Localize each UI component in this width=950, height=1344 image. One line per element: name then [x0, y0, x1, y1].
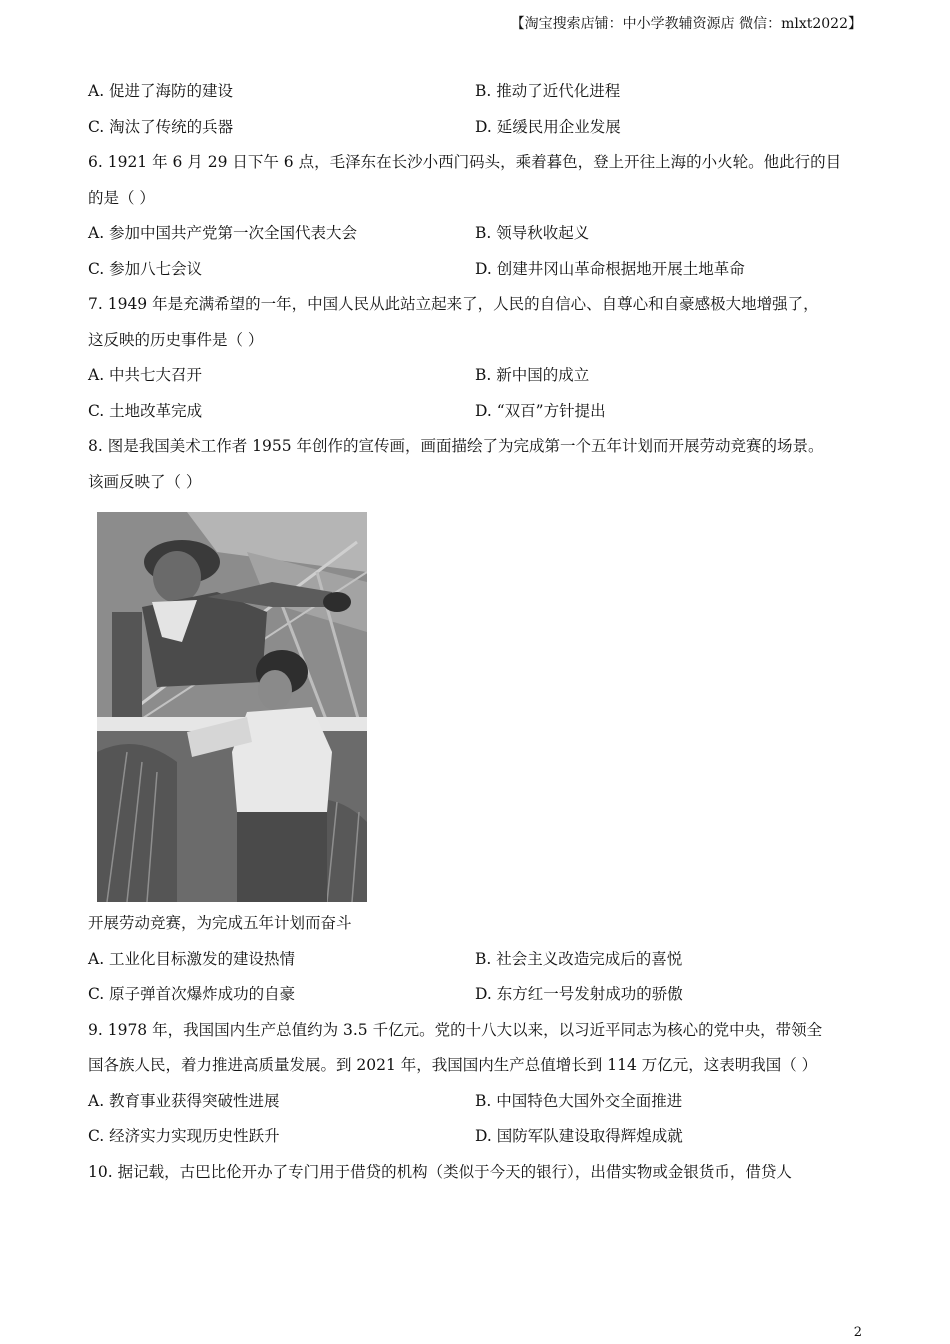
q8-options-row-1 — [88, 946, 868, 982]
q6-options-row-1 — [88, 220, 868, 256]
q6-option-c: C. 参加八七会议 — [88, 259, 203, 278]
q5-option-c: C. 淘汰了传统的兵器 — [88, 117, 234, 136]
q9-option-a: A. 教育事业获得突破性进展 — [88, 1091, 280, 1110]
q9-options-row-2 — [88, 1123, 868, 1159]
page-header: 【淘宝搜索店铺：中小学教辅资源店 微信：mlxt2022】 — [510, 16, 862, 32]
q8-option-b: B. 社会主义改造完成后的喜悦 — [475, 949, 683, 968]
exam-content — [88, 78, 868, 1194]
q5-options-row-1 — [88, 78, 868, 114]
q9-options-row-1 — [88, 1088, 868, 1124]
q7-options-row-1 — [88, 362, 868, 398]
q6-option-b: B. 领导秋收起义 — [475, 224, 590, 242]
q8-option-a: A. 工业化目标激发的建设热情 — [88, 949, 296, 968]
q5-option-a: A. 促进了海防的建设 — [88, 82, 234, 100]
q5-option-b: B. 推动了近代化进程 — [475, 82, 621, 100]
q9-option-b: B. 中国特色大国外交全面推进 — [475, 1091, 683, 1110]
q7-options-row-2 — [88, 398, 868, 434]
q6-options-row-2 — [88, 256, 868, 292]
propaganda-poster-image — [97, 512, 367, 902]
q6-stem-line-2: 的是（ ） — [88, 188, 155, 207]
q8-stem-line-2: 该画反映了（ ） — [88, 472, 202, 491]
q9-option-d: D. 国防军队建设取得辉煌成就 — [475, 1127, 683, 1145]
q7-option-d: D. “双百”方针提出 — [475, 401, 606, 420]
q8-options-row-2 — [88, 981, 868, 1017]
q10-stem-line-1: 10. 据记载，古巴比伦开办了专门用于借贷的机构（类似于今天的银行），出借实物或金银货币，借贷人 — [88, 1162, 792, 1181]
q7-option-a: A. 中共七大召开 — [88, 366, 203, 384]
q9-stem-line-2: 国各族人民，着力推进高质量发展。到 2021 年，我国国内生产总值增长到 114 万亿元，这表明我国（ ） — [88, 1056, 818, 1074]
poster-illustration — [97, 512, 367, 902]
poster-caption: 开展劳动竞赛，为完成五年计划而奋斗 — [88, 914, 352, 932]
q5-options-row-2 — [88, 114, 868, 150]
q9-option-c: C. 经济实力实现历史性跃升 — [88, 1127, 280, 1145]
q7-option-c: C. 土地改革完成 — [88, 401, 203, 420]
q9-stem-line-1: 9. 1978 年，我国国内生产总值约为 3.5 千亿元。党的十八大以来，以习近平同志为核心的党中央，带领全 — [88, 1020, 823, 1039]
q8-stem-line-1: 8. 图是我国美术工作者 1955 年创作的宣传画，画面描绘了为完成第一个五年计划而开展劳动竞赛的场景。 — [88, 437, 824, 455]
q7-option-b: B. 新中国的成立 — [475, 366, 590, 384]
page-number: 2 — [853, 1325, 862, 1340]
q8-option-c: C. 原子弹首次爆炸成功的自豪 — [88, 985, 296, 1003]
q7-stem-line-1: 7. 1949 年是充满希望的一年，中国人民从此站立起来了，人民的自信心、自尊心和自豪感极大地增强了， — [88, 295, 819, 313]
q6-stem-line-1: 6. 1921 年 6 月 29 日下午 6 点，毛泽东在长沙小西门码头，乘着暮色，登上开往上海的小火轮。他此行的目 — [88, 153, 842, 171]
q7-stem-line-2: 这反映的历史事件是（ ） — [88, 330, 264, 349]
q8-option-d: D. 东方红一号发射成功的骄傲 — [475, 985, 683, 1003]
q6-option-d: D. 创建井冈山革命根据地开展土地革命 — [475, 259, 745, 278]
q5-option-d: D. 延缓民用企业发展 — [475, 117, 621, 136]
q6-option-a: A. 参加中国共产党第一次全国代表大会 — [88, 224, 358, 242]
